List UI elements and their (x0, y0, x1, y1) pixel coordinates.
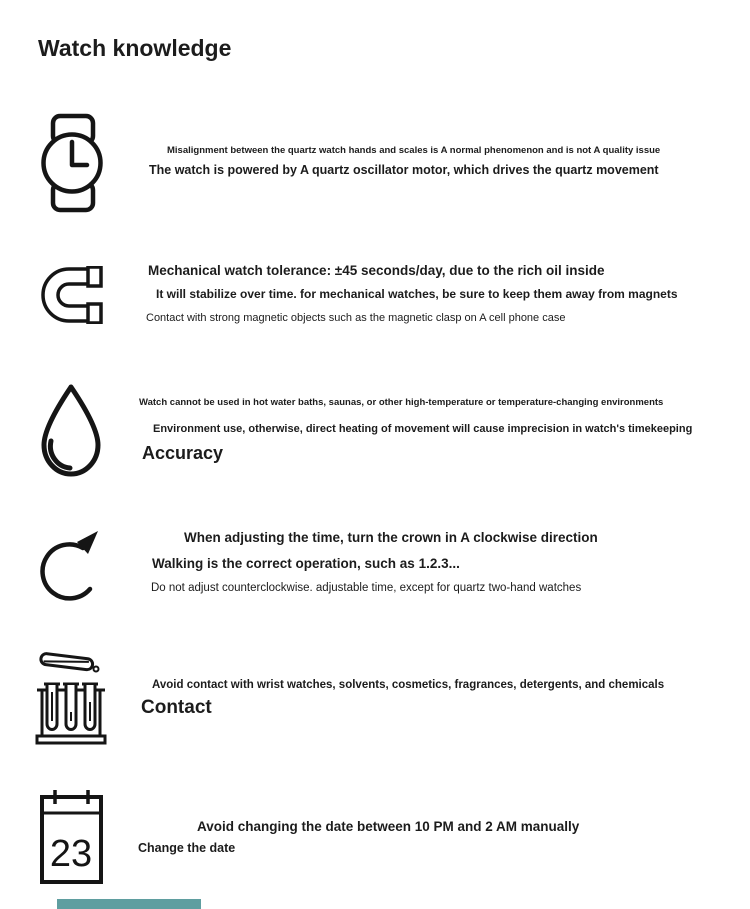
calendar-icon (40, 790, 103, 885)
watch-icon (40, 113, 106, 213)
quartz-power-note: The watch is powered by A quartz oscillator motor, which drives the quartz movement (149, 163, 659, 177)
calendar-day-number: 23 (49, 833, 93, 875)
hot-water-note: Watch cannot be used in hot water baths, saunas, or other high-temperature or temperature-changing environments (139, 397, 664, 408)
water-drop-icon (37, 383, 105, 480)
counterclockwise-note: Do not adjust counterclockwise. adjustable time, except for quartz two-hand watches (151, 582, 582, 594)
date-window-note: Avoid changing the date between 10 PM and 2 AM manually (197, 819, 580, 834)
contact-heading: Contact (141, 697, 212, 718)
tolerance-note: Mechanical watch tolerance: ±45 seconds/day, due to the rich oil inside (148, 263, 605, 278)
quartz-misalignment-note: Misalignment between the quartz watch hands and scales is A normal phenomenon and is not A quality issue (167, 145, 661, 156)
avoid-chemicals-note: Avoid contact with wrist watches, solvents, cosmetics, fragrances, detergents, and chemicals (152, 679, 665, 691)
magnet-contact-note: Contact with strong magnetic objects such as the magnetic clasp on A cell phone case (146, 312, 566, 324)
page-title: Watch knowledge (38, 35, 232, 61)
stabilize-note: It will stabilize over time. for mechanical watches, be sure to keep them away from magnets (156, 287, 678, 301)
heating-note: Environment use, otherwise, direct heating of movement will cause imprecision in watch's timekeeping (153, 423, 693, 435)
crown-clockwise-note: When adjusting the time, turn the crown in A clockwise direction (184, 530, 598, 545)
magnet-icon (41, 266, 107, 324)
accuracy-heading: Accuracy (142, 443, 224, 463)
walking-note: Walking is the correct operation, such as 1.2.3... (152, 556, 460, 571)
clockwise-arrow-icon (39, 524, 103, 608)
cutoff-teal-bar (57, 899, 201, 909)
change-date-note: Change the date (138, 841, 236, 855)
test-tubes-icon (35, 648, 107, 746)
